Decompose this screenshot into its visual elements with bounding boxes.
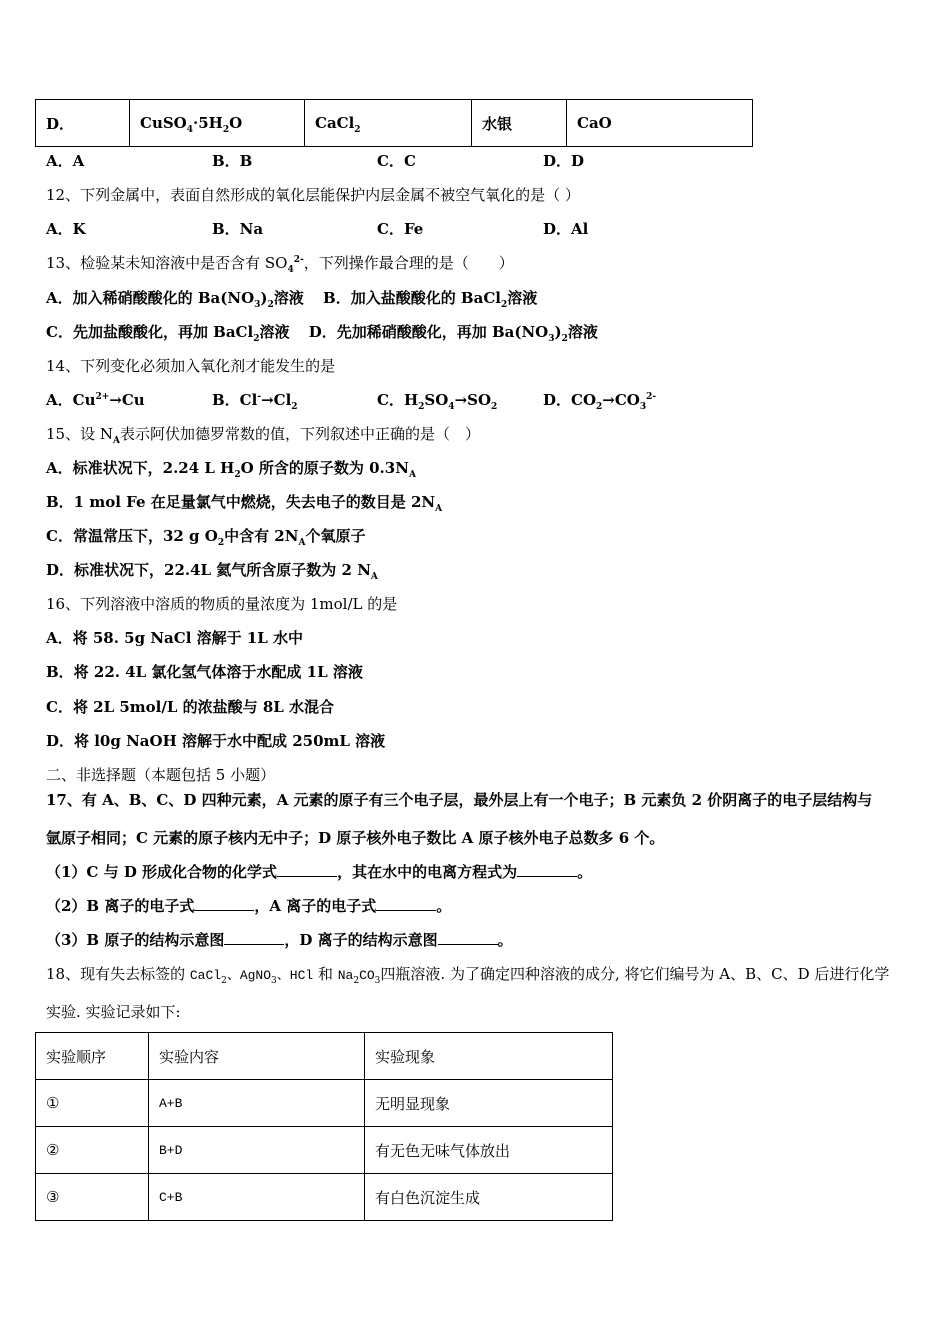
- q12-stem: 12、下列金属中，表面自然形成的氧化层能保护内层金属不被空气氧化的是（ ）: [46, 186, 580, 204]
- q13-stem: 13、检验某未知溶液中是否含有 $SO_4^{2-}$，下列操作最合理的是（ ）: [46, 254, 514, 275]
- q13-option-b: B．加入盐酸酸化的 BaCl$_2$溶液: [323, 289, 538, 310]
- q13-options-ab: [46, 288, 537, 308]
- q12-option-a: A．K: [46, 220, 86, 238]
- table-cell: $CuSO_4\cdot 5H_2O$: [130, 100, 305, 147]
- q13-options-cd: [46, 322, 598, 342]
- q17-part3: （3）B 原子的结构示意图 ，D 离子的结构示意图 。: [46, 931, 513, 949]
- table-cell: C+B: [149, 1174, 365, 1221]
- q13-option-a: A．加入稀硝酸酸化的 $Ba(NO_3)_2$溶液: [46, 289, 304, 310]
- q11-option-c: C．C: [377, 152, 416, 170]
- answer-blank[interactable]: [277, 862, 337, 877]
- q11-option-b: B．B: [212, 152, 253, 170]
- q14-stem: 14、下列变化必须加入氧化剂才能发生的是: [46, 357, 336, 375]
- q16-option-c: C．将 2L 5mol/L 的浓盐酸与 8L 水混合: [46, 698, 335, 716]
- answer-blank[interactable]: [517, 862, 577, 877]
- table-header-row: [36, 1033, 613, 1080]
- q13-option-d: D．先加稀硝酸酸化，再加 $Ba(NO_3)_2$溶液: [308, 323, 598, 344]
- table-row: [36, 1174, 613, 1221]
- header-cell: 实验顺序: [36, 1033, 149, 1080]
- table-cell: D．: [36, 100, 130, 147]
- header-cell: 实验现象: [365, 1033, 613, 1080]
- answer-blank[interactable]: [438, 930, 498, 945]
- table-cell: A+B: [149, 1080, 365, 1127]
- q16-stem: 16、下列溶液中溶质的物质的量浓度为 1mol/L 的是: [46, 595, 398, 613]
- q15-option-b: B．1 mol Fe 在足量氯气中燃烧，失去电子的数目是 $2N_A$: [46, 493, 443, 514]
- table-cell: 无明显现象: [365, 1080, 613, 1127]
- q14-option-b: B．$Cl^-\to Cl_2$: [212, 391, 298, 412]
- q12-option-c: C．Fe: [377, 220, 424, 238]
- answer-blank[interactable]: [194, 896, 254, 911]
- q14-option-a: A．$Cu^{2+}\to Cu$: [46, 391, 145, 409]
- table-cell: ②: [36, 1127, 149, 1174]
- q15-option-a: A．标准状况下，2.24 L $H_2O$ 所含的原子数为 $0.3N_A$: [46, 459, 416, 480]
- experiment-table: [35, 1032, 613, 1221]
- table-cell: CaCl$_2$: [305, 100, 472, 147]
- q12-option-b: B．Na: [212, 220, 264, 238]
- q11-option-a: A．A: [46, 152, 85, 170]
- q17-part2: （2）B 离子的电子式 ，A 离子的电子式 。: [46, 897, 452, 915]
- table-cell: 有无色无味气体放出: [365, 1127, 613, 1174]
- q18-line1: 18、现有失去标签的 CaCl$_2$、AgNO$_3$、HCl 和 $Na_2CO_3$四瓶溶液. 为了确定四种溶液的成分, 将它们编号为 A、B、C、D 后进行化学: [46, 965, 890, 986]
- q15-option-c: C．常温常压下，32 g $O_2$中含有 $2N_A$个氧原子: [46, 527, 366, 548]
- q17-line2: 氩原子相同；C 元素的原子核内无中子；D 原子核外电子数比 A 原子核外电子总数多 6 个。: [46, 829, 665, 847]
- table-row: [36, 100, 753, 147]
- table-row: [36, 1080, 613, 1127]
- q15-stem: 15、设 $N_A$表示阿伏加德罗常数的值，下列叙述中正确的是（ ）: [46, 425, 480, 446]
- table-cell: B+D: [149, 1127, 365, 1174]
- table-cell: 水银: [472, 100, 567, 147]
- q16-option-a: A．将 58. 5g NaCl 溶解于 1L 水中: [46, 629, 304, 647]
- q16-option-d: D．将 l0g NaOH 溶解于水中配成 250mL 溶液: [46, 732, 386, 750]
- section-heading: 二、非选择题（本题包括 5 小题）: [46, 766, 276, 784]
- answer-blank[interactable]: [224, 930, 284, 945]
- header-cell: 实验内容: [149, 1033, 365, 1080]
- table-cell: CaO: [567, 100, 753, 147]
- table-cell: 有白色沉淀生成: [365, 1174, 613, 1221]
- q13-option-c: C．先加盐酸酸化，再加 BaCl$_2$溶液: [46, 323, 290, 344]
- q17-line1: 17、有 A、B、C、D 四种元素，A 元素的原子有三个电子层，最外层上有一个电子；B 元素负 2 价阴离子的电子层结构与: [46, 791, 873, 809]
- q14-option-c: C．$H_2SO_4\to SO_2$: [377, 391, 498, 412]
- q16-option-b: B．将 22. 4L 氯化氢气体溶于水配成 1L 溶液: [46, 663, 363, 681]
- q17-part1: （1）C 与 D 形成化合物的化学式 ，其在水中的电离方程式为 。: [46, 863, 593, 881]
- q15-option-d: D．标准状况下，22.4L 氦气所含原子数为 2 $N_A$: [46, 561, 378, 582]
- table-cell: ①: [36, 1080, 149, 1127]
- table-row: [36, 1127, 613, 1174]
- reagent-table: [35, 99, 753, 147]
- answer-blank[interactable]: [376, 896, 436, 911]
- table-cell: ③: [36, 1174, 149, 1221]
- q14-option-d: D．$CO_2\to CO_3^{2-}$: [543, 391, 657, 412]
- q12-option-d: D．Al: [543, 220, 589, 238]
- q18-line2: 实验. 实验记录如下:: [46, 1003, 181, 1021]
- q11-option-d: D．D: [543, 152, 585, 170]
